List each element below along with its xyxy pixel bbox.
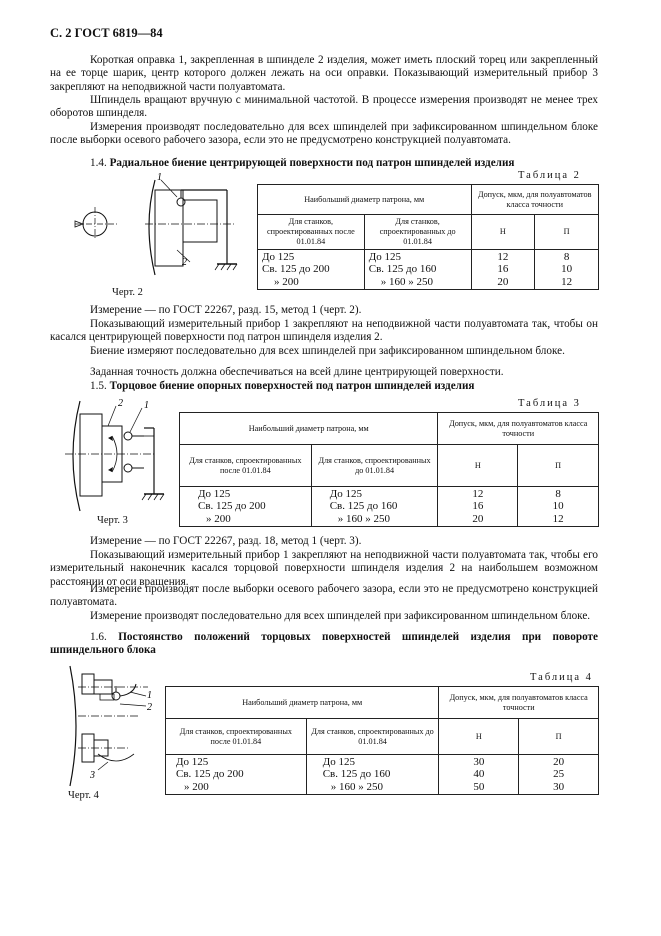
table-4-subhead-class-n: Н — [439, 719, 519, 755]
table-3-head-tolerance: Допуск, мкм, для полуавтоматов класса точности — [438, 413, 599, 445]
table-2 — [257, 184, 599, 290]
table-row: До 125 До 125 30 20 — [166, 755, 599, 770]
section-number: 1.6. — [90, 631, 107, 643]
section-title: Торцовое биение опорных поверхностей под патрон шпинделей изделия — [109, 380, 475, 392]
section-1-5-paragraph-3: Измерение производят после выборки осевого рабочего зазора, если это не предусмотрено конструкцией полуавтомата. — [50, 583, 598, 609]
table-3-subhead-class-n: Н — [438, 445, 518, 487]
figure-2-label-1: 1 — [157, 172, 162, 183]
section-number: 1.5. — [90, 380, 107, 392]
table-4-head-tolerance: Допуск, мкм, для полуавтоматов класса точности — [439, 687, 599, 719]
section-1-4-paragraph-4: Заданная точность должна обеспечиваться на всей длине центрирующей поверхности. — [90, 366, 504, 378]
figure-3-drawing — [60, 396, 180, 516]
table-2-label: Таблица 2 — [518, 170, 581, 181]
section-1-5-paragraph-4: Измерение производят последовательно для всех шпинделей при зафиксированном шпиндельном блоке. — [90, 610, 591, 622]
table-row: » 200 » 160 » 250 20 12 — [180, 514, 599, 527]
table-row: Св. 125 до 200 Св. 125 до 160 40 25 — [166, 769, 599, 781]
figure-4-label-1: 1 — [147, 690, 152, 701]
table-row: До 125 До 125 12 8 — [258, 250, 599, 265]
figure-3-caption: Черт. 3 — [97, 515, 128, 526]
table-2-subhead-class-p: П — [535, 215, 599, 250]
figure-2-caption: Черт. 2 — [112, 287, 143, 298]
figure-3-label-2: 2 — [118, 398, 123, 409]
section-1-5-heading — [50, 380, 598, 393]
table-row: До 125 До 125 12 8 — [180, 487, 599, 502]
figure-4-drawing — [60, 666, 170, 791]
intro-paragraph-3: Измерения производят последовательно для всех шпинделей при зафиксированном шпиндельном блоке после выборки осевого рабочего зазора, если это не предусмотрено конструкцией полуавтомата. — [50, 121, 598, 147]
table-4-subhead-after: Для станков, спроектированных после 01.01.84 — [166, 719, 307, 755]
figure-4-label-3: 3 — [90, 770, 95, 781]
section-title: Постоянство положений торцовых поверхностей шпинделей изделия при повороте шпиндельного блока — [50, 631, 598, 657]
table-3-label: Таблица 3 — [518, 398, 581, 409]
figure-3-label-1: 1 — [144, 400, 149, 411]
table-row: Св. 125 до 200 Св. 125 до 160 16 10 — [180, 501, 599, 513]
section-1-4-paragraph-1: Измерение — по ГОСТ 22267, разд. 15, метод 1 (черт. 2). — [90, 304, 362, 316]
table-4-label: Таблица 4 — [530, 672, 593, 683]
section-1-4-paragraph-3: Биение измеряют последовательно для всех шпинделей при зафиксированном шпиндельном блоке. — [90, 345, 565, 357]
intro-paragraph-2: Шпиндель вращают вручную с минимальной частотой. В процессе измерения производят не менее трех оборотов шпинделя. — [50, 94, 598, 120]
table-2-subhead-class-n: Н — [471, 215, 535, 250]
table-3 — [179, 412, 599, 527]
table-row: » 200 » 160 » 250 50 30 — [166, 782, 599, 795]
table-row: » 200 » 160 » 250 20 12 — [258, 277, 599, 290]
page-header: С. 2 ГОСТ 6819—84 — [50, 26, 163, 40]
table-4 — [165, 686, 599, 795]
section-1-6-heading — [50, 631, 598, 658]
table-2-subhead-after: Для станков, спроектированных после 01.01.84 — [258, 215, 365, 250]
table-3-subhead-before: Для станков, спроектированных до 01.01.84 — [311, 445, 438, 487]
table-row: Св. 125 до 200 Св. 125 до 160 16 10 — [258, 264, 599, 276]
table-3-head-diameter: Наибольший диаметр патрона, мм — [180, 413, 438, 445]
table-4-subhead-class-p: П — [519, 719, 599, 755]
table-3-subhead-after: Для станков, спроектированных после 01.01.84 — [180, 445, 312, 487]
table-3-subhead-class-p: П — [518, 445, 599, 487]
figure-2-drawing — [55, 172, 245, 302]
table-4-head-diameter: Наибольший диаметр патрона, мм — [166, 687, 439, 719]
section-number: 1.4. — [90, 157, 107, 169]
table-2-head-tolerance: Допуск, мкм, для полуавтоматов класса точности — [471, 185, 599, 215]
figure-4-caption: Черт. 4 — [68, 790, 99, 801]
intro-paragraph-1: Короткая оправка 1, закрепленная в шпинделе 2 изделия, может иметь плоский торец или закрепленный на ее торце шарик, центр которого должен лежать на оси оправки. Показывающий измерительный прибор 3 закрепляют на неподвижной части полуавтомата. — [50, 54, 598, 93]
table-2-subhead-before: Для станков, спроектированных до 01.01.84 — [364, 215, 471, 250]
section-1-4-paragraph-2: Показывающий измерительный прибор 1 закрепляют на неподвижной части полуавтомата так, чтобы он касался центрирующей поверхности под патрон шпинделя изделия 2. — [50, 318, 598, 344]
table-2-head-diameter: Наибольший диаметр патрона, мм — [258, 185, 472, 215]
section-1-5-paragraph-2: Показывающий измерительный прибор 1 закрепляют на неподвижной части полуавтомата так, чтобы его измерительный наконечник касался торцовой поверхности шпинделя изделия 2 на наибольшем возможном расстоянии от оси вращения. — [50, 549, 598, 588]
section-1-5-paragraph-1: Измерение — по ГОСТ 22267, разд. 18, метод 1 (черт. 3). — [90, 535, 362, 547]
figure-2-label-2: 2 — [182, 257, 187, 268]
table-4-subhead-before: Для станков, спроектированных до 01.01.84 — [306, 719, 439, 755]
section-title: Радиальное биение центрирующей поверхности под патрон шпинделей изделия — [109, 157, 515, 169]
section-1-4-heading — [50, 157, 598, 170]
figure-4-label-2: 2 — [147, 702, 152, 713]
